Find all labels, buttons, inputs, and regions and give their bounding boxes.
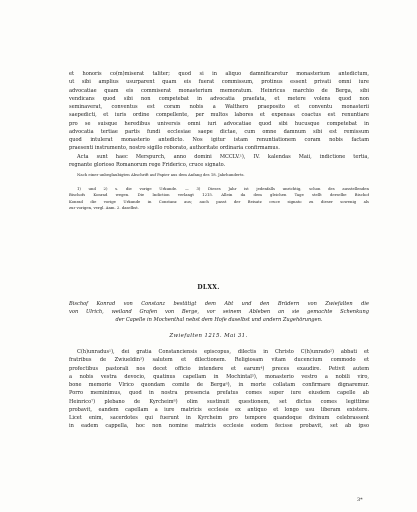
closing-line: Acta sunt haec Merspurch, anno domini MCCLV.¹), IV. kalendas Maii, indictione tertia, xyxy=(77,153,369,160)
text-line: quod intulerat monasterio antedicto. Nos igitur istam renuntiationem coram nobis factam xyxy=(69,137,369,143)
text-line: bone memorie Vlrico quondam comite de Berga⁶), in morte collatam confirmare dignaremur. xyxy=(69,382,369,388)
text-line: ut sibi amplius usurparent quam eis fuerat commissum, protinus essent privati omni iure xyxy=(69,79,369,86)
footnote-line: 1) und 2) s. die vorige Urkunde. — 3) Dieses Jahr ist jedenfalls unrichtig, schon des ausstellenden xyxy=(77,186,369,191)
footnote-line: zur vorigen, vergl. Anm. 2. daselbst. xyxy=(69,204,139,210)
footnote-line: Konrad die vorige Urkunde in Constanz aus; auch passt der Beisatz cruce signato zu dieser sowenig als xyxy=(69,198,369,204)
text-line: profectibus pastorali nos decet officio intendere et earum⁴) preces exaudire. Petivit autem xyxy=(69,365,369,372)
source-note xyxy=(69,172,369,178)
dateline: Zwiefalten 1215. Mai 31. xyxy=(169,333,248,339)
summary-line: von Ulrich, weiland Grafen von Berge, vor seinem Ableben an sie gemachte Schenkung xyxy=(69,309,369,316)
text-line: probavit, eandem capellam a iure matricis ecclesie ex antiquo et longo usu liberam existere. xyxy=(69,406,369,413)
text-line: Heinrico⁷) plebano de Kyrcheim⁸) olim sustinuit questionem, set dictus comes legittime xyxy=(69,398,369,405)
summary-line: Bischof Konrad von Constanz bestätigt dem Abt und den Brüdern von Zwiefalten die xyxy=(69,301,369,307)
source-note-text: Nach einer unbeglaubigten Abschrift auf Papier aus dem Anfang des 18. Jahrhunderts. xyxy=(77,172,245,177)
signature-mark: 3* xyxy=(357,497,363,503)
text-line: C(h)unradus¹), dei gratia Constanciensis episcopus, dilectis in Christo C(h)unrado²) abbati et xyxy=(77,349,369,355)
text-line: fratribus de Zwiueldin³) salutem et dilectionem. Religiosam vitam ducencium commodo et xyxy=(69,357,369,364)
text-line: a nobis vestra devocio, quatinus capellam in Mochintal⁵), monasterio vestro a nobili viro, xyxy=(69,373,369,380)
footnote-line: Bischofs Konrad wegen. Die Indiction verlangt 1215. Allein da dem gleichen Tage stellt derselbe Bischof xyxy=(69,192,369,198)
document-summary xyxy=(69,300,369,325)
main-paragraph xyxy=(69,348,369,431)
footnotes xyxy=(69,186,369,211)
text-line: vendicans quod sibi non competebat in advocatia praefata, et metere volens quod non xyxy=(69,95,369,102)
top-paragraph xyxy=(69,70,369,169)
text-line: Licet enim, sacerdotes qui fuerunt in Kyrcheim pro tempore quandoque divinum celebrassent xyxy=(69,415,369,421)
text-line: Porro meminimus, quod in nostra presencia prefatus comes super iure eiusdem capelle ab xyxy=(69,390,369,397)
document-number: DLXX. xyxy=(197,284,220,291)
text-line: advocatia tertiae partis fundi ecclesiae saepe dictae, cum omne damnum sibi est remissum xyxy=(69,128,369,135)
text-line: et honoris co(m)miserat taliter; quod si in aliquo damnificaretur monasterium antedictum, xyxy=(69,71,369,77)
text-line: pro se suisque heredibus universis omni iuri advocatiae quod sibi hucusque competebat in xyxy=(69,120,369,127)
text-line: praesenti instrumento, nostro sigillo roborato, authoritate ordinaria confirmamus. xyxy=(69,145,280,152)
text-line: in eadem cappella, hoc non nomine matricis ecclesie eodem fecisse probavit, set ab ipso xyxy=(69,423,369,430)
summary-line: der Capelle in Mochenthal nebst dem Hofe daselbst und andern Zugehörungen. xyxy=(115,317,323,324)
text-line: seminaverat, conventus est coram nobis a Walthero praeposito et conventu monasterii xyxy=(69,104,369,110)
closing-line-2: regnante glorioso Romanorum rege Friderico, cruce signato. xyxy=(69,161,226,168)
text-line: advocatiae quam eis commiserat monasterium memoratum. Heinricus marchio de Berga, sibi xyxy=(69,87,369,94)
text-line: saepedicti, et iuris ordine compellente, per multos labores et expensas coactus est renuntiare xyxy=(69,112,369,119)
